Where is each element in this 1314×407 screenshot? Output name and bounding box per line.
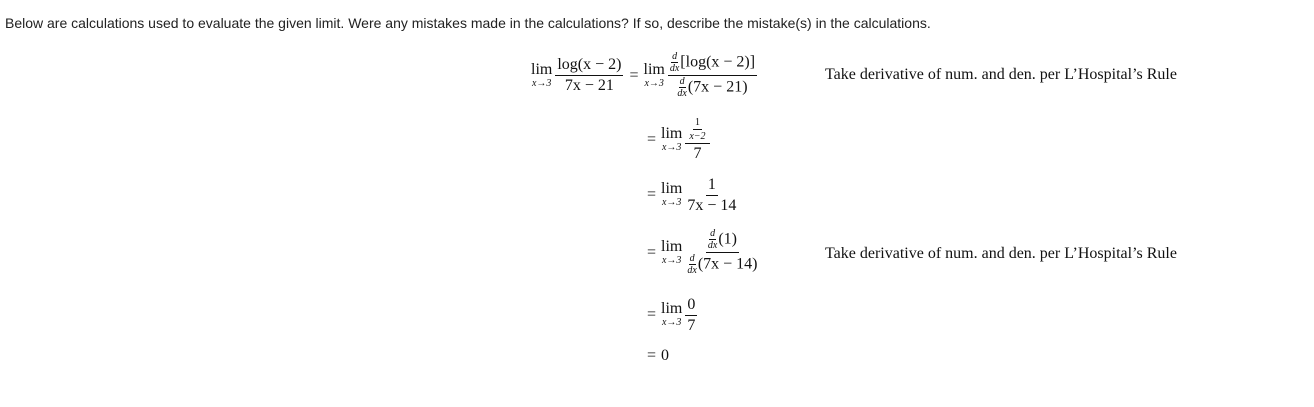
step-6 [641,347,669,365]
equals-sign: = [647,130,657,148]
step-3 [641,176,738,214]
limit-operator: lim x→3 [661,300,683,329]
d-dx-operator: $\frac{d}{dx}$ [707,228,718,251]
limit-operator: lim x→3 [661,237,683,266]
compound-fraction: $\frac{\frac{1}{x-2}}{7}$ [685,117,709,163]
limit-operator: lim x→3 [661,180,683,209]
d-dx-operator: $\frac{d}{dx}$ [687,253,697,276]
original-fraction: $\frac{\log(x - 2)}{7x - 21}$ [557,56,622,94]
equals-sign: = [629,66,639,84]
step-2 [641,117,710,163]
equals-sign: = [647,186,657,204]
derivative-fraction: $\frac{d}{dx}$ (1) $\frac{d}{dx}$ (7x − 14) [687,228,758,276]
limit-operator: lim x→3 [661,124,683,153]
limit-operator: lim x→3 [531,60,553,89]
equals-sign: = [647,243,657,261]
equals-sign: = [647,306,657,324]
limit-operator: lim x→3 [643,60,665,89]
d-dx-operator: $\frac{d}{dx}$ [669,51,680,74]
step-1-note: Take derivative of num. and den. per L’Hospital’s Rule [825,66,1177,83]
step-4-note: Take derivative of num. and den. per L’Hospital’s Rule [825,245,1177,262]
step-1 [531,52,757,99]
d-dx-operator: $\frac{d}{dx}$ [677,76,687,99]
simplified-fraction: $\frac{1}{7x - 14}$ [687,176,737,214]
step-4 [641,229,760,276]
step-5 [641,296,697,334]
question-text: Below are calculations used to evaluate the given limit. Were any mistakes made in the calculations? If so, describe the mistake(s) in the calculations. [5,15,931,31]
derivative-fraction: $\frac{d}{dx}$ [log(x − 2)] $\frac{d}{dx}$ (7x − 21) [669,51,756,99]
zero-over-seven-fraction: $\frac{0}{7}$ [687,296,696,334]
equals-sign: = [647,347,657,364]
final-result: 0 [661,347,670,364]
